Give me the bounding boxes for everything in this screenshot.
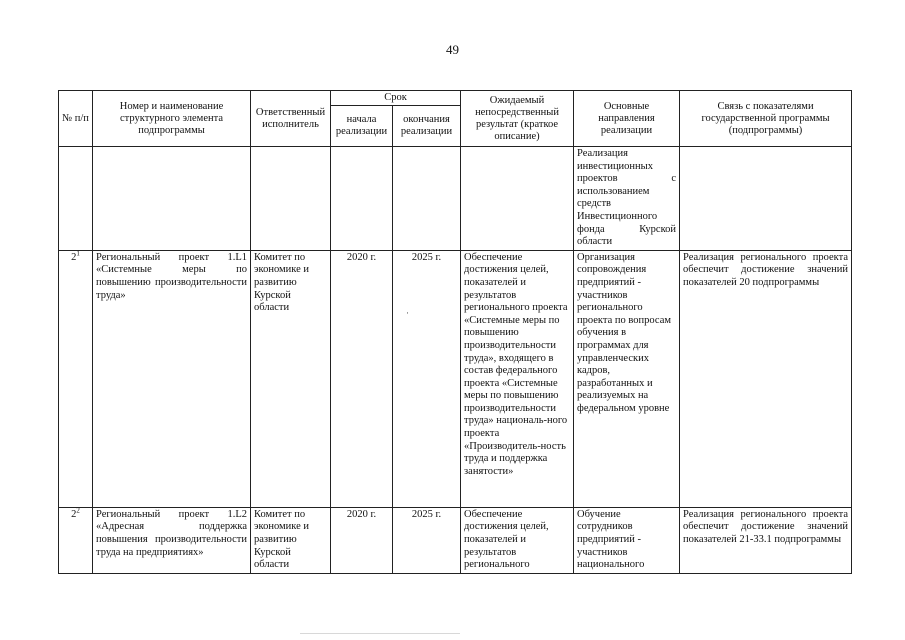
cell-start: 2020 г. [331,250,393,507]
cell-start [331,147,393,251]
header-end: окончания реализации [393,106,461,147]
cell-num: $2^2$ [59,507,93,573]
header-term: Срок [331,91,461,106]
cell-directions: Организация сопровождения предприятий - участников регионального проекта по вопросам обучения в программах для управленческих кадров, разработанных и реализуемых на федеральном уровне [574,250,680,507]
header-num: № п/п [59,91,93,147]
table-row [59,250,852,507]
cell-end: 2025 г. [393,507,461,573]
cell-executor [251,147,331,251]
cell-executor: Комитет по экономике и развитию Курской области [251,507,331,573]
cell-result: Обеспечение достижения целей, показателей и результатов регионального [461,507,574,573]
cell-result [461,147,574,251]
scan-artifact [300,633,460,634]
header-name: Номер и наименование структурного элемента подпрограммы [93,91,251,147]
cell-link: Реализация регионального проекта обеспечит достижение значений показателей 20 подпрограммы [680,250,852,507]
page-number: 49 [446,42,459,57]
cell-start: 2020 г. [331,507,393,573]
header-row [59,91,852,106]
cell-directions: Обучение сотрудников предприятий - участников национального [574,507,680,573]
table-row [59,507,852,573]
table-row [59,147,852,251]
cell-num: $2^1$ [59,250,93,507]
header-link: Связь с показателями государственной программы (подпрограммы) [680,91,852,147]
subprogram-table [58,90,852,574]
header-start: начала реализации [331,106,393,147]
cell-directions: Реализация инвестиционных проектов с использованием средств Инвестиционного фонда Курской области [574,147,680,251]
cell-link: Реализация регионального проекта обеспечит достижение значений показателей 21-33.1 подпрограммы [680,507,852,573]
cell-end: 2025 г. [393,250,461,507]
cell-num [59,147,93,251]
cell-executor: Комитет по экономике и развитию Курской области [251,250,331,507]
cell-link [680,147,852,251]
cell-name [93,147,251,251]
header-result: Ожидаемый непосредственный результат (краткое описание) [461,91,574,147]
header-executor: Ответственный исполнитель [251,91,331,147]
cell-name: Региональный проект 1.L2 «Адресная поддержка повышения производительности труда на предприятиях» [93,507,251,573]
cell-result: Обеспечение достижения целей, показателей и результатов регионального проекта «Системные меры по повышению производительности труда», входящего в состав федерального проекта «Системные меры по повышению производительности труда» националь-ного проекта «Производитель-ность труда и поддержка занятости» [461,250,574,507]
cell-name: Региональный проект 1.L1 «Системные меры по повышению производительности труда» [93,250,251,507]
cell-end [393,147,461,251]
scan-speck: · [406,308,409,318]
header-directions: Основные направления реализации [574,91,680,147]
